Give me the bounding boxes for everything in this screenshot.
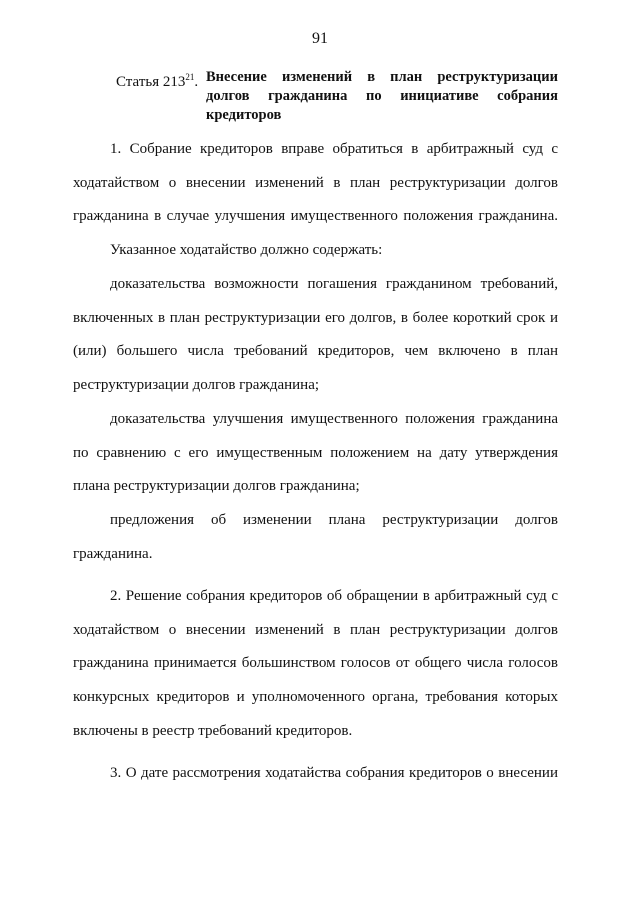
text-line: Указанное ходатайство должно содержать:: [110, 242, 383, 258]
text-line: (или) большего числа требований кредиторов, чем включено в план: [73, 343, 558, 359]
text-line: реструктуризации долгов гражданина;: [73, 377, 320, 393]
text-line: 1. Собрание кредиторов вправе обратиться в арбитражный суд с: [110, 141, 558, 157]
text-line: гражданина принимается большинством голосов от общего числа голосов: [73, 655, 558, 671]
article-label: Статья $213^{21}$.: [116, 72, 199, 90]
text-line: включенных в план реструктуризации его долгов, в более короткий срок и: [73, 310, 558, 326]
text-line: предложения об изменении плана реструктуризации долгов: [110, 512, 558, 528]
text-line: доказательства улучшения имущественного положения гражданина: [110, 411, 558, 427]
text-line: гражданина.: [73, 546, 153, 562]
text-line: 2. Решение собрания кредиторов об обращении в арбитражный суд с: [110, 588, 558, 604]
article-title-line: Внесение изменений в план реструктуризации: [206, 69, 558, 85]
text-line: ходатайством о внесении изменений в план реструктуризации долгов: [73, 622, 558, 638]
text-line: по сравнению с его имущественным положением на дату утверждения: [73, 445, 558, 461]
article-title-line: долгов гражданина по инициативе собрания: [206, 88, 558, 104]
page-number: 91: [312, 30, 328, 47]
text-line: конкурсных кредиторов и уполномоченного органа, требования которых: [73, 689, 558, 705]
text-line: 3. О дате рассмотрения ходатайства собрания кредиторов о внесении: [110, 765, 558, 781]
text-line: доказательства возможности погашения гражданином требований,: [110, 276, 558, 292]
article-title-line: кредиторов: [206, 107, 282, 123]
text-line: ходатайством о внесении изменений в план реструктуризации долгов: [73, 175, 558, 191]
article-title: [206, 68, 558, 125]
text-line: включены в реестр требований кредиторов.: [73, 723, 353, 739]
text-line: гражданина в случае улучшения имущественного положения гражданина.: [73, 208, 558, 224]
text-line: плана реструктуризации долгов гражданина;: [73, 478, 360, 494]
